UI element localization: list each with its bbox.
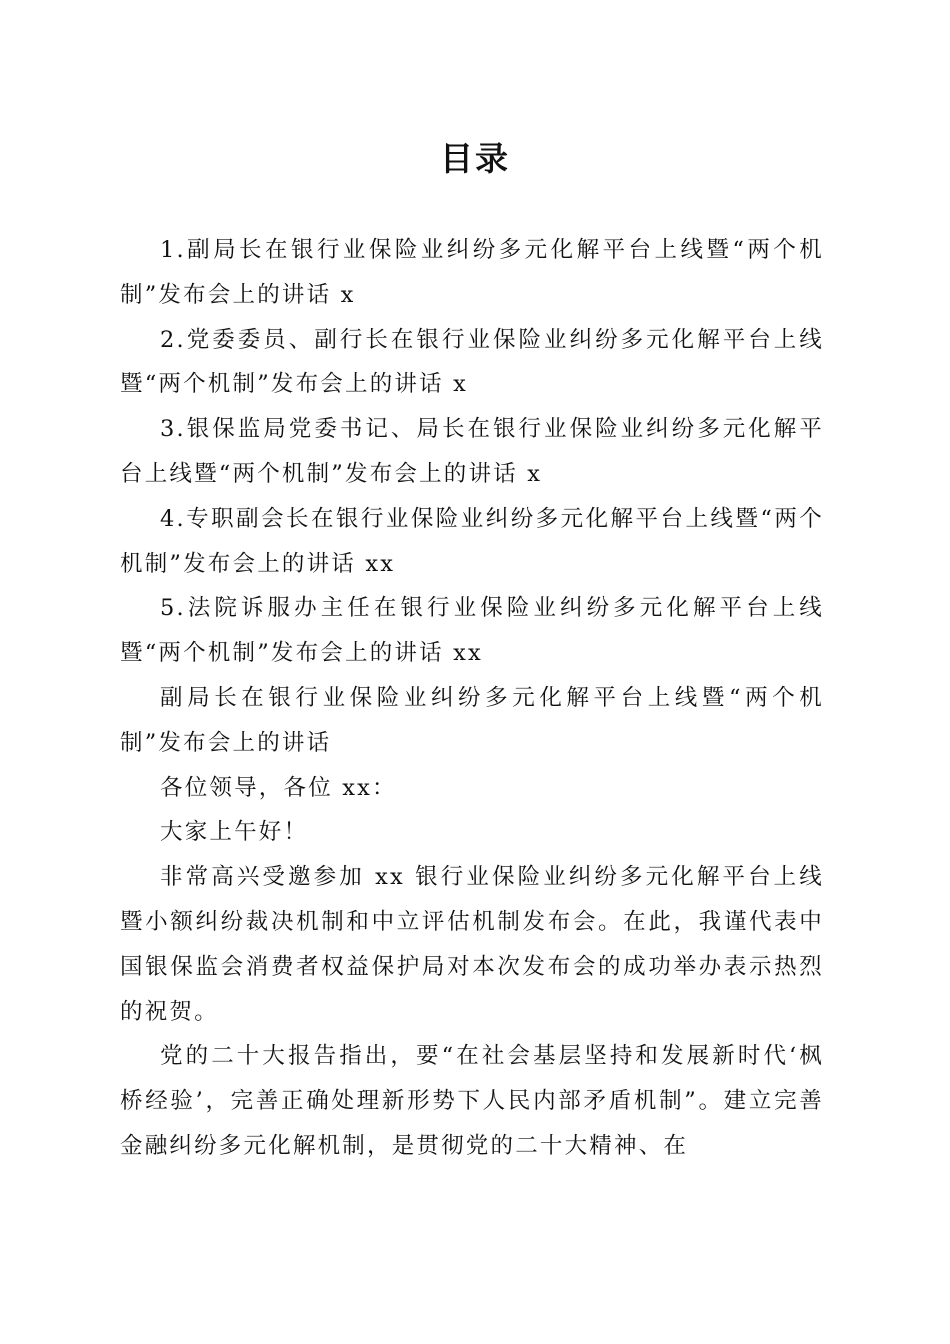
speech-salutation: 各位领导，各位 xx：	[160, 774, 397, 801]
speech-title: 副局长在银行业保险业纠纷多元化解平台上线暨“两个机制”发布会上的讲话	[120, 684, 824, 756]
toc-item-5: 5.法院诉服办主任在银行业保险业纠纷多元化解平台上线暨“两个机制”发布会上的讲话 xx	[120, 595, 824, 667]
toc-item-4: 4.专职副会长在银行业保险业纠纷多元化解平台上线暨“两个机制”发布会上的讲话 xx	[120, 505, 824, 577]
speech-paragraph: 非常高兴受邀参加 xx 银行业保险业纠纷多元化解平台上线暨小额纠纷裁决机制和中立评估机制发布会。在此，我谨代表中国银保监会消费者权益保护局对本次发布会的成功举办表示热烈的祝贺。	[120, 864, 824, 1025]
page-title: 目录	[440, 139, 510, 178]
speech-paragraph: 党的二十大报告指出，要“在社会基层坚持和发展新时代‘枫桥经验’，完善正确处理新形势下人民内部矛盾机制”。建立完善金融纠纷多元化解机制，是贯彻党的二十大精神、在	[120, 1043, 824, 1159]
toc-item-1: 1.副局长在银行业保险业纠纷多元化解平台上线暨“两个机制”发布会上的讲话 x	[120, 237, 824, 308]
toc-item-2: 2.党委委员、副行长在银行业保险业纠纷多元化解平台上线暨“两个机制”发布会上的讲话 x	[120, 326, 824, 398]
document-body	[120, 228, 824, 1169]
toc-item-3: 3.银保监局党委书记、局长在银行业保险业纠纷多元化解平台上线暨“两个机制”发布会上的讲话 x	[120, 416, 824, 487]
speech-greeting: 大家上午好！	[160, 819, 309, 846]
